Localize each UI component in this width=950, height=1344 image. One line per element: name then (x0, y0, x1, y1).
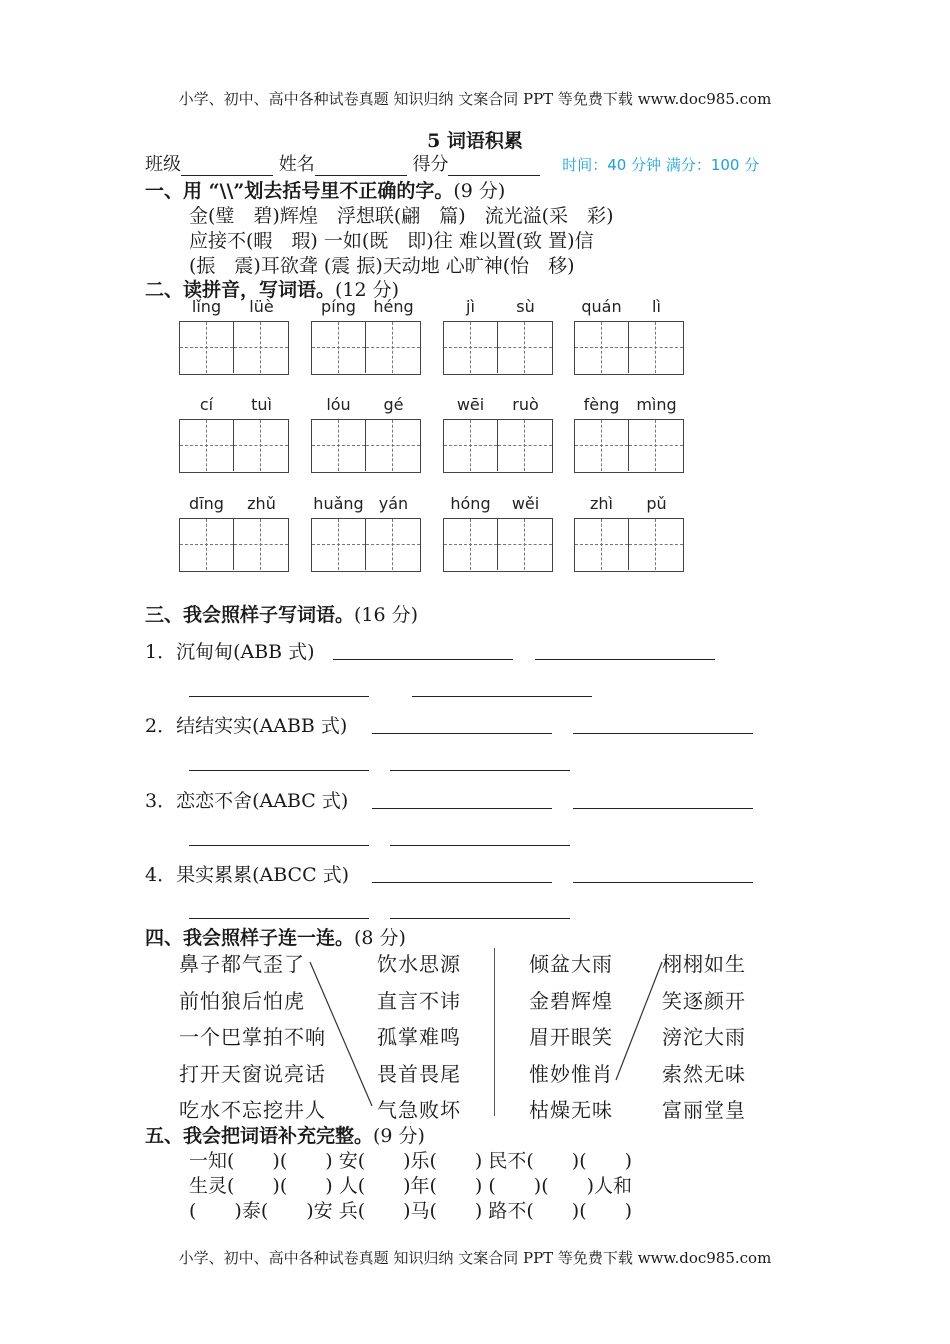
section-1-heading: 一、用 “\\”划去括号里不正确的字。(9 分) (145, 180, 506, 202)
pinyin-syllable: píng (321, 297, 356, 316)
pinyin-syllable: gé (383, 395, 404, 414)
s3-item-2: 2．结结实实(AABB 式) (145, 715, 348, 737)
section-3-heading: 三、我会照样子写词语。(16 分) (145, 604, 419, 626)
s4-col4-item[interactable]: 栩栩如生 (662, 952, 746, 976)
score-label: 得分 (412, 154, 449, 175)
pinyin-syllable: lüè (249, 297, 274, 316)
pinyin-syllable: pǔ (646, 494, 667, 513)
s4-col2-item[interactable]: 饮水思源 (377, 952, 461, 976)
s4-col4-item[interactable]: 滂沱大雨 (662, 1025, 746, 1049)
s4-col3-item[interactable]: 倾盆大雨 (529, 952, 613, 976)
pinyin-syllable: sù (516, 297, 535, 316)
pinyin-syllable: lóu (326, 395, 351, 414)
s4-col2-item[interactable]: 畏首畏尾 (377, 1062, 461, 1086)
pinyin-syllable: zhǔ (247, 494, 276, 513)
s4-col2-item[interactable]: 直言不讳 (377, 989, 461, 1013)
s4-col1-item[interactable]: 一个巴掌拍不响 (179, 1025, 326, 1049)
pinyin-syllable: fèng (583, 395, 620, 414)
exam-meta: 时间：40 分钟 满分：100 分 (562, 156, 760, 174)
pinyin-syllable: héng (373, 297, 414, 316)
page-header: 小学、初中、高中各种试卷真题 知识归纳 文案合同 PPT 等免费下载 www.doc985.com (178, 90, 772, 108)
s5-line-3: ( )泰( )安 兵( )马( ) 路不( )( ) (189, 1200, 633, 1222)
pinyin-syllable: wěi (511, 494, 540, 513)
pinyin-syllable: jì (466, 297, 475, 316)
s1-line-2: 应接不(暇 瑕) 一如(既 即)往 难以置(致 置)信 (189, 230, 594, 252)
section-2-heading: 二、读拼音，写词语。(12 分) (145, 279, 400, 301)
example-line-2 (616, 962, 662, 1080)
s4-col3-item[interactable]: 眉开眼笑 (529, 1025, 613, 1049)
s4-col3-item[interactable]: 惟妙惟肖 (529, 1062, 613, 1086)
s4-col1-item[interactable]: 鼻子都气歪了 (179, 952, 305, 976)
pinyin-syllable: quán (581, 297, 622, 316)
page-title: 5 词语积累 (427, 130, 523, 152)
s3-item-3: 3．恋恋不舍(AABC 式) (145, 790, 349, 812)
s4-col4-item[interactable]: 笑逐颜开 (662, 989, 746, 1013)
pinyin-syllable: zhì (590, 494, 613, 513)
pinyin-syllable: dīng (189, 494, 224, 513)
s4-col4-item[interactable]: 富丽堂皇 (662, 1098, 746, 1122)
s4-col1-item[interactable]: 吃水不忘挖井人 (179, 1098, 326, 1122)
section-5-heading: 五、我会把词语补充完整。(9 分) (145, 1125, 425, 1147)
s4-col2-item[interactable]: 孤掌难鸣 (377, 1025, 461, 1049)
s4-col3-item[interactable]: 枯燥无味 (529, 1098, 613, 1122)
pinyin-syllable: ruò (512, 395, 539, 414)
s1-line-1: 金(璧 碧)辉煌 浮想联(翩 篇) 流光溢(采 彩) (189, 205, 614, 227)
s4-col4-item[interactable]: 索然无味 (662, 1062, 746, 1086)
class-label: 班级 (145, 154, 181, 175)
s4-col1-item[interactable]: 打开天窗说亮话 (179, 1062, 326, 1086)
pinyin-syllable: wēi (456, 395, 485, 414)
pinyin-syllable: cí (199, 395, 214, 414)
s4-col1-item[interactable]: 前怕狼后怕虎 (179, 989, 305, 1013)
s4-col2-item[interactable]: 气急败坏 (377, 1098, 461, 1122)
s4-col3-item[interactable]: 金碧辉煌 (529, 989, 613, 1013)
s3-item-4: 4．果实累累(ABCC 式) (145, 864, 350, 886)
s1-line-3: (振 震)耳欲聋 (震 振)天动地 心旷神(怡 移) (189, 255, 575, 277)
pinyin-syllable: yán (378, 494, 409, 513)
pinyin-syllable: hóng (450, 494, 491, 513)
example-line-1 (310, 962, 372, 1106)
page-footer: 小学、初中、高中各种试卷真题 知识归纳 文案合同 PPT 等免费下载 www.doc985.com (178, 1249, 772, 1267)
s5-line-2: 生灵( )( ) 人( )年( ) ( )( )人和 (189, 1175, 633, 1197)
pinyin-syllable: tuì (251, 395, 272, 414)
pinyin-syllable: lǐng (191, 297, 222, 316)
pinyin-syllable: lì (652, 297, 661, 316)
section-4-heading: 四、我会照样子连一连。(8 分) (145, 927, 406, 949)
name-label: 姓名 (278, 154, 315, 175)
s5-line-1: 一知( )( ) 安( )乐( ) 民不( )( ) (189, 1150, 633, 1172)
pinyin-syllable: mìng (636, 395, 677, 414)
s3-item-1: 1．沉甸甸(ABB 式) (145, 641, 315, 663)
pinyin-syllable: huǎng (313, 494, 364, 513)
